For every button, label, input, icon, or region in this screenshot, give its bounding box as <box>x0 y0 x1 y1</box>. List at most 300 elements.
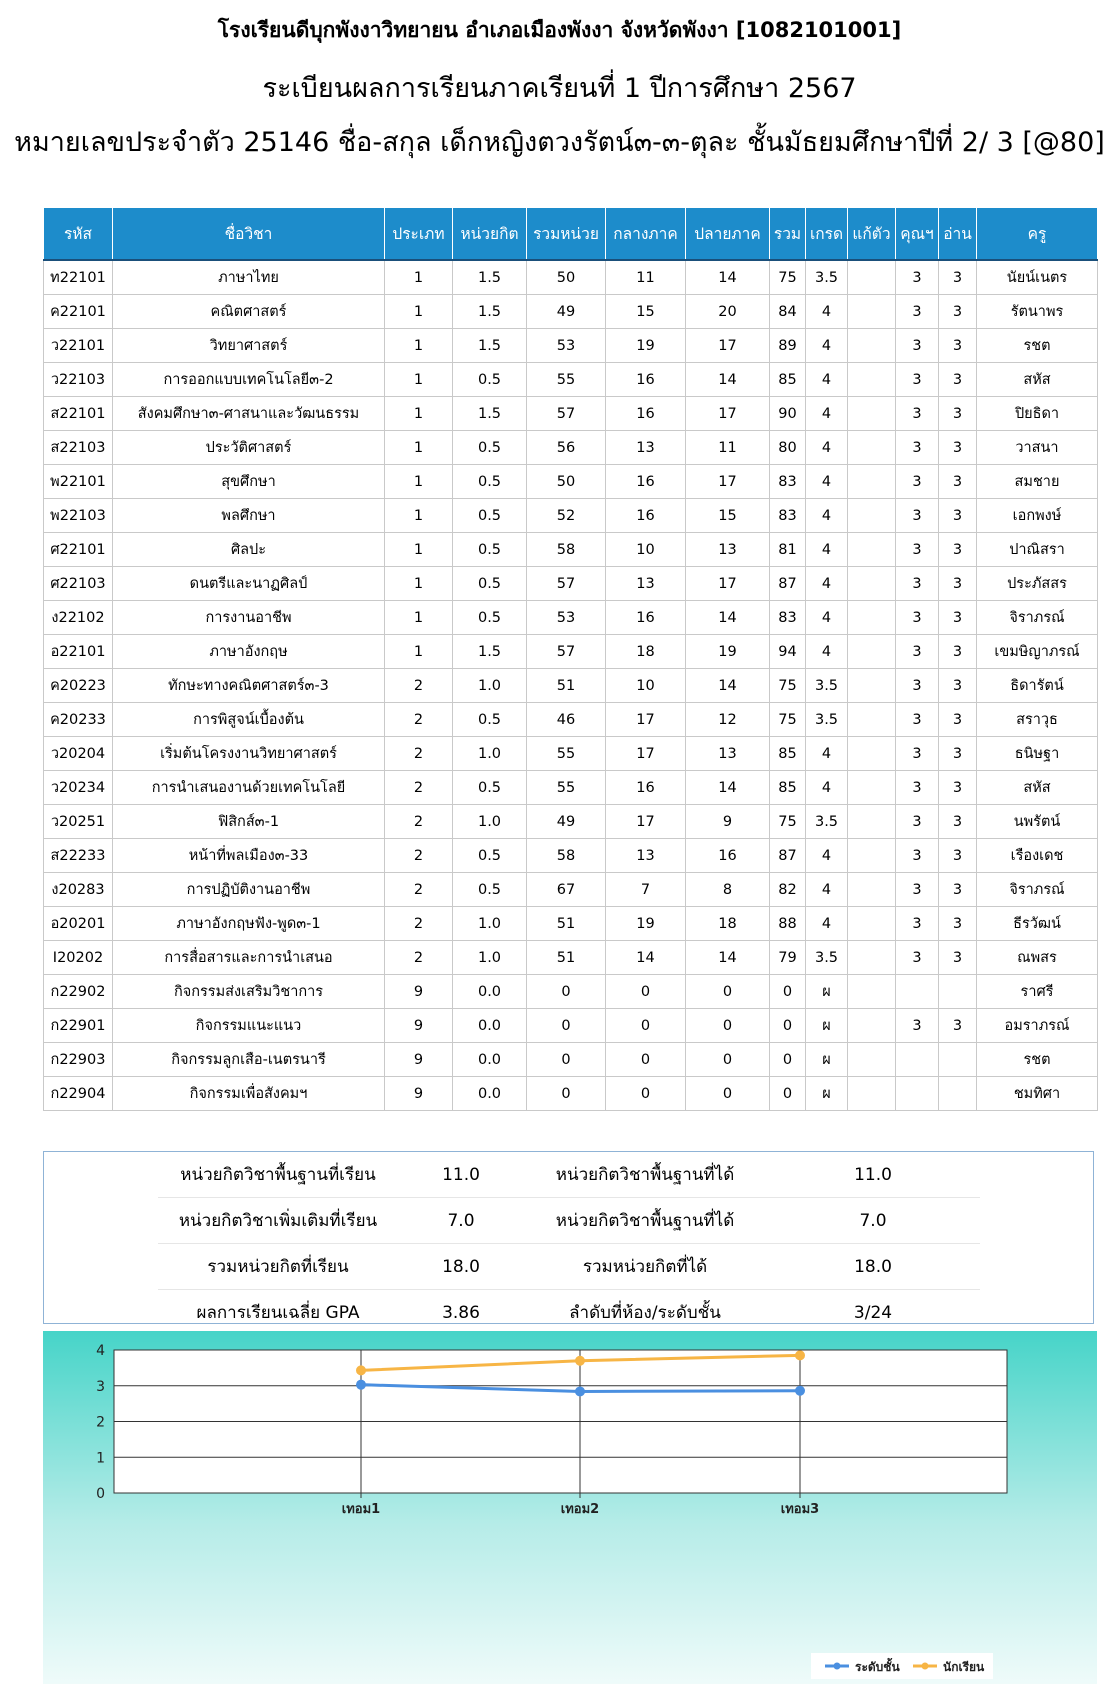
table-row <box>44 260 1098 295</box>
column-header: รวม <box>770 208 806 261</box>
table-cell: 3 <box>896 465 939 499</box>
table-cell: สังคมศึกษา๓-ศาสนาและวัฒนธรรม <box>113 397 385 431</box>
column-header: ปลายภาค <box>686 208 770 261</box>
table-cell: ส22233 <box>44 839 113 873</box>
table-cell: จิราภรณ์ <box>977 873 1098 907</box>
table-cell: 0 <box>527 1043 606 1077</box>
column-header: กลางภาค <box>606 208 686 261</box>
table-cell: 0 <box>770 975 806 1009</box>
table-cell <box>848 805 896 839</box>
table-cell: 0 <box>770 1043 806 1077</box>
table-cell: 16 <box>606 465 686 499</box>
table-cell: ปาณิสรา <box>977 533 1098 567</box>
table-cell: 12 <box>686 703 770 737</box>
table-cell: 10 <box>606 669 686 703</box>
table-cell: 3 <box>896 363 939 397</box>
table-row <box>44 907 1098 941</box>
table-cell: 4 <box>806 567 848 601</box>
table-cell: 89 <box>770 329 806 363</box>
table-cell: ค22101 <box>44 295 113 329</box>
table-cell: 9 <box>686 805 770 839</box>
table-cell: 3 <box>939 601 977 635</box>
table-cell: 0.5 <box>453 533 527 567</box>
table-cell: 87 <box>770 567 806 601</box>
table-cell: 3 <box>896 635 939 669</box>
table-cell <box>848 1009 896 1043</box>
table-cell: 4 <box>806 431 848 465</box>
table-cell <box>848 329 896 363</box>
table-cell: ภาษาอังกฤษฟัง-พูด๓-1 <box>113 907 385 941</box>
table-cell: 3 <box>939 907 977 941</box>
table-cell: 75 <box>770 805 806 839</box>
table-cell: 10 <box>606 533 686 567</box>
table-cell: อ20201 <box>44 907 113 941</box>
table-cell: 0.5 <box>453 703 527 737</box>
table-cell: 79 <box>770 941 806 975</box>
table-cell: ธิดารัตน์ <box>977 669 1098 703</box>
table-cell: 2 <box>385 873 453 907</box>
table-cell: 3.5 <box>806 260 848 295</box>
column-header: เกรด <box>806 208 848 261</box>
table-cell: 3 <box>896 771 939 805</box>
table-row <box>44 465 1098 499</box>
table-cell: 4 <box>806 533 848 567</box>
table-cell: 4 <box>806 771 848 805</box>
data-point <box>575 1356 585 1366</box>
data-point <box>356 1365 366 1375</box>
table-cell: 9 <box>385 1077 453 1111</box>
table-cell <box>939 975 977 1009</box>
table-cell: 13 <box>606 431 686 465</box>
table-cell: ง20283 <box>44 873 113 907</box>
table-cell: ประวัติศาสตร์ <box>113 431 385 465</box>
table-cell <box>848 873 896 907</box>
table-cell: 3 <box>939 260 977 295</box>
table-cell <box>848 669 896 703</box>
column-header: รวมหน่วย <box>527 208 606 261</box>
table-row <box>44 737 1098 771</box>
summary-label: หน่วยกิตวิชาพื้นฐานที่ได้ <box>524 1152 766 1198</box>
table-cell: 0 <box>686 1043 770 1077</box>
table-cell: 4 <box>806 363 848 397</box>
table-cell: 3 <box>896 397 939 431</box>
table-cell: รชต <box>977 329 1098 363</box>
table-cell: 1 <box>385 533 453 567</box>
table-cell: 82 <box>770 873 806 907</box>
table-cell: 94 <box>770 635 806 669</box>
table-cell: 53 <box>527 329 606 363</box>
table-cell: 4 <box>806 737 848 771</box>
table-cell: 0.5 <box>453 465 527 499</box>
table-cell: 3 <box>939 431 977 465</box>
table-cell <box>848 703 896 737</box>
table-cell: 3 <box>939 805 977 839</box>
summary-value: 11.0 <box>766 1152 980 1198</box>
table-cell: พ22103 <box>44 499 113 533</box>
table-cell: ชมทิศา <box>977 1077 1098 1111</box>
table-cell: 4 <box>806 397 848 431</box>
table-cell: 3 <box>896 907 939 941</box>
school-name: โรงเรียนดีบุกพังงาวิทยายน อำเภอเมืองพังงา จังหวัดพังงา [1082101001] <box>217 18 902 42</box>
table-cell: ณพสร <box>977 941 1098 975</box>
table-cell: 3 <box>939 499 977 533</box>
table-cell: 55 <box>527 737 606 771</box>
table-cell: 0.5 <box>453 431 527 465</box>
table-cell: นัยน์เนตร <box>977 260 1098 295</box>
table-cell: 1.5 <box>453 260 527 295</box>
column-header: ชื่อวิชา <box>113 208 385 261</box>
table-cell: 3 <box>939 533 977 567</box>
data-point <box>356 1380 366 1390</box>
table-cell: 19 <box>606 329 686 363</box>
table-cell: เอกพงษ์ <box>977 499 1098 533</box>
table-cell: 3 <box>896 533 939 567</box>
table-cell: ประภัสสร <box>977 567 1098 601</box>
table-row <box>44 805 1098 839</box>
table-cell: 57 <box>527 635 606 669</box>
summary-label: หน่วยกิตวิชาพื้นฐานที่ได้ <box>524 1198 766 1244</box>
summary-label: รวมหน่วยกิตที่ได้ <box>524 1244 766 1290</box>
table-cell: 80 <box>770 431 806 465</box>
data-point <box>795 1350 805 1360</box>
table-cell: 1 <box>385 260 453 295</box>
table-cell: ผ <box>806 1009 848 1043</box>
summary-value: 18.0 <box>398 1244 524 1290</box>
table-cell: ท22101 <box>44 260 113 295</box>
table-cell: 17 <box>686 465 770 499</box>
table-cell: 9 <box>385 975 453 1009</box>
x-tick-label: เทอม1 <box>341 1502 381 1517</box>
table-cell: 83 <box>770 601 806 635</box>
table-row <box>44 329 1098 363</box>
table-cell <box>848 499 896 533</box>
gpa-chart <box>43 1331 1097 1684</box>
table-cell: 2 <box>385 839 453 873</box>
table-cell: 51 <box>527 669 606 703</box>
table-row <box>44 975 1098 1009</box>
table-row <box>44 941 1098 975</box>
table-cell: 1 <box>385 465 453 499</box>
summary-label: ลำดับที่ห้อง/ระดับชั้น <box>524 1290 766 1336</box>
table-cell: 52 <box>527 499 606 533</box>
table-cell <box>939 1077 977 1111</box>
y-tick-label: 3 <box>96 1378 105 1395</box>
table-cell: 3 <box>939 703 977 737</box>
table-cell: รัตนาพร <box>977 295 1098 329</box>
table-row <box>44 873 1098 907</box>
summary-value: 18.0 <box>766 1244 980 1290</box>
table-cell: 4 <box>806 839 848 873</box>
table-cell: 3 <box>896 499 939 533</box>
table-row <box>44 295 1098 329</box>
column-header: คุณฯ <box>896 208 939 261</box>
table-cell: 0 <box>606 975 686 1009</box>
table-cell: 7 <box>606 873 686 907</box>
table-cell: ธนิษฐา <box>977 737 1098 771</box>
table-cell: 3 <box>896 601 939 635</box>
legend-label: ระดับชั้น <box>855 1660 900 1674</box>
summary-label: ผลการเรียนเฉลี่ย GPA <box>158 1290 398 1336</box>
table-cell: 14 <box>686 771 770 805</box>
table-row <box>44 431 1098 465</box>
table-cell: จิราภรณ์ <box>977 601 1098 635</box>
table-cell <box>848 635 896 669</box>
table-cell: 4 <box>806 873 848 907</box>
table-cell: 49 <box>527 805 606 839</box>
table-cell: 75 <box>770 703 806 737</box>
table-cell: 14 <box>606 941 686 975</box>
table-cell: 50 <box>527 465 606 499</box>
student-info: หมายเลขประจำตัว 25146 ชื่อ-สกุล เด็กหญิงตวงรัตน์๓-๓-ตุละ ชั้นมัธยมศึกษาปีที่ 2/ 3 [@80] <box>14 127 1105 158</box>
table-cell: 3 <box>939 1009 977 1043</box>
table-cell: 9 <box>385 1009 453 1043</box>
table-cell <box>896 975 939 1009</box>
table-cell: 55 <box>527 363 606 397</box>
table-cell: 2 <box>385 771 453 805</box>
table-cell: 85 <box>770 737 806 771</box>
table-cell: 0.5 <box>453 363 527 397</box>
table-cell: 8 <box>686 873 770 907</box>
table-cell: 0.5 <box>453 601 527 635</box>
table-cell: ธีรวัฒน์ <box>977 907 1098 941</box>
y-tick-label: 4 <box>96 1343 105 1359</box>
column-header: ครู <box>977 208 1098 261</box>
table-cell: 3.5 <box>806 805 848 839</box>
table-cell: 1.0 <box>453 907 527 941</box>
table-cell: 1.5 <box>453 295 527 329</box>
table-cell: 3 <box>896 1009 939 1043</box>
table-cell: 4 <box>806 601 848 635</box>
table-cell: 56 <box>527 431 606 465</box>
table-cell: 3 <box>939 737 977 771</box>
data-point <box>795 1386 805 1396</box>
table-cell: 1 <box>385 499 453 533</box>
table-cell: อ22101 <box>44 635 113 669</box>
table-cell: 17 <box>686 397 770 431</box>
table-cell: 13 <box>606 839 686 873</box>
table-cell: 3 <box>939 839 977 873</box>
table-row <box>44 635 1098 669</box>
summary-value: 3.86 <box>398 1290 524 1336</box>
table-cell: 13 <box>606 567 686 601</box>
table-row <box>44 839 1098 873</box>
table-cell: 3 <box>896 295 939 329</box>
summary-row <box>158 1152 980 1198</box>
table-row <box>44 703 1098 737</box>
table-cell: การปฏิบัติงานอาชีพ <box>113 873 385 907</box>
table-cell <box>848 567 896 601</box>
table-cell: 2 <box>385 737 453 771</box>
table-cell: 55 <box>527 771 606 805</box>
legend-marker <box>922 1663 929 1670</box>
table-cell: ผ <box>806 975 848 1009</box>
table-row <box>44 1009 1098 1043</box>
table-cell: 0 <box>770 1009 806 1043</box>
table-cell: สราวุธ <box>977 703 1098 737</box>
summary-value: 7.0 <box>398 1198 524 1244</box>
table-cell: ว20251 <box>44 805 113 839</box>
table-cell: I20202 <box>44 941 113 975</box>
table-cell: ว20204 <box>44 737 113 771</box>
table-cell: ศ22101 <box>44 533 113 567</box>
table-cell <box>848 601 896 635</box>
y-tick-label: 2 <box>96 1414 105 1431</box>
table-cell: 0.5 <box>453 839 527 873</box>
summary-label: หน่วยกิตวิชาพื้นฐานที่เรียน <box>158 1152 398 1198</box>
y-tick-label: 0 <box>96 1486 105 1502</box>
table-cell: 15 <box>686 499 770 533</box>
report-title: ระเบียนผลการเรียนภาคเรียนที่ 1 ปีการศึกษา 2567 <box>262 73 857 104</box>
table-cell: ส22101 <box>44 397 113 431</box>
table-cell: 1 <box>385 363 453 397</box>
table-cell: ก22904 <box>44 1077 113 1111</box>
summary-value: 7.0 <box>766 1198 980 1244</box>
table-cell: 1 <box>385 567 453 601</box>
table-cell <box>848 1077 896 1111</box>
table-cell <box>896 1077 939 1111</box>
table-cell: คณิตศาสตร์ <box>113 295 385 329</box>
data-point <box>575 1386 585 1396</box>
grades-table <box>43 207 1098 1111</box>
table-cell: กิจกรรมลูกเสือ-เนตรนารี <box>113 1043 385 1077</box>
table-cell: 14 <box>686 669 770 703</box>
table-cell: 58 <box>527 839 606 873</box>
table-cell: 46 <box>527 703 606 737</box>
table-cell: ง22102 <box>44 601 113 635</box>
table-cell <box>896 1043 939 1077</box>
table-cell <box>848 771 896 805</box>
table-cell: การนำเสนองานด้วยเทคโนโลยี <box>113 771 385 805</box>
table-cell: ส22103 <box>44 431 113 465</box>
table-cell: 0 <box>527 1077 606 1111</box>
table-cell: 1 <box>385 601 453 635</box>
table-cell: ฟิสิกส์๓-1 <box>113 805 385 839</box>
table-cell: 3 <box>896 941 939 975</box>
table-cell: 3 <box>939 771 977 805</box>
credit-summary <box>43 1151 1094 1324</box>
table-cell: 3 <box>939 669 977 703</box>
table-cell: 3 <box>939 941 977 975</box>
summary-value: 11.0 <box>398 1152 524 1198</box>
table-row <box>44 1077 1098 1111</box>
gpa-line-chart <box>43 1331 1097 1684</box>
summary-label: หน่วยกิตวิชาเพิ่มเติมที่เรียน <box>158 1198 398 1244</box>
table-cell: 4 <box>806 465 848 499</box>
table-cell <box>848 260 896 295</box>
table-cell: วิทยาศาสตร์ <box>113 329 385 363</box>
table-cell: 2 <box>385 907 453 941</box>
table-cell: 0 <box>527 975 606 1009</box>
table-cell <box>939 1043 977 1077</box>
summary-table <box>158 1152 980 1336</box>
table-cell: 18 <box>606 635 686 669</box>
table-cell: 16 <box>686 839 770 873</box>
table-cell: 88 <box>770 907 806 941</box>
table-cell: 0.5 <box>453 567 527 601</box>
table-cell: รชต <box>977 1043 1098 1077</box>
table-cell <box>848 1043 896 1077</box>
table-cell <box>848 431 896 465</box>
table-cell: 17 <box>606 805 686 839</box>
table-cell: 0 <box>686 1009 770 1043</box>
table-cell: ก22903 <box>44 1043 113 1077</box>
table-cell: 53 <box>527 601 606 635</box>
table-cell: 0 <box>686 975 770 1009</box>
table-cell: กิจกรรมแนะแนว <box>113 1009 385 1043</box>
table-cell: 1 <box>385 431 453 465</box>
table-cell: 0.0 <box>453 1009 527 1043</box>
table-row <box>44 1043 1098 1077</box>
table-cell <box>848 975 896 1009</box>
table-cell: เริ่มต้นโครงงานวิทยาศาสตร์ <box>113 737 385 771</box>
legend-marker <box>834 1663 841 1670</box>
table-body <box>44 260 1098 1111</box>
table-cell: 11 <box>606 260 686 295</box>
table-cell: 83 <box>770 499 806 533</box>
table-cell: ว22101 <box>44 329 113 363</box>
table-cell: 75 <box>770 260 806 295</box>
table-cell: 1 <box>385 295 453 329</box>
table-cell: 4 <box>806 499 848 533</box>
table-cell <box>848 737 896 771</box>
table-cell: 19 <box>686 635 770 669</box>
table-cell: 3 <box>939 465 977 499</box>
column-header: อ่าน <box>939 208 977 261</box>
table-cell: สหัส <box>977 363 1098 397</box>
table-cell: ภาษาอังกฤษ <box>113 635 385 669</box>
summary-row <box>158 1198 980 1244</box>
table-cell: 17 <box>686 329 770 363</box>
column-header: รหัส <box>44 208 113 261</box>
table-cell: 57 <box>527 567 606 601</box>
table-cell: 1.0 <box>453 805 527 839</box>
x-tick-label: เทอม3 <box>780 1502 820 1517</box>
table-cell: 1.0 <box>453 669 527 703</box>
table-cell: ว20234 <box>44 771 113 805</box>
column-header: หน่วยกิต <box>453 208 527 261</box>
table-cell: การออกแบบเทคโนโลยี๓-2 <box>113 363 385 397</box>
table-cell: 1 <box>385 397 453 431</box>
table-cell: 14 <box>686 601 770 635</box>
table-cell: อมราภรณ์ <box>977 1009 1098 1043</box>
table-cell: ปิยธิดา <box>977 397 1098 431</box>
table-cell: 2 <box>385 703 453 737</box>
table-cell: 3 <box>896 703 939 737</box>
table-cell: 3 <box>939 567 977 601</box>
column-header: แก้ตัว <box>848 208 896 261</box>
table-cell: 4 <box>806 907 848 941</box>
table-cell: ศ22103 <box>44 567 113 601</box>
table-cell: สุขศึกษา <box>113 465 385 499</box>
table-cell: 2 <box>385 941 453 975</box>
table-cell: ผ <box>806 1043 848 1077</box>
table-cell: 3 <box>896 669 939 703</box>
table-cell: 85 <box>770 771 806 805</box>
table-cell: กิจกรรมส่งเสริมวิชาการ <box>113 975 385 1009</box>
table-cell: 3 <box>939 397 977 431</box>
table-cell: ภาษาไทย <box>113 260 385 295</box>
table-header-row <box>44 208 1098 261</box>
table-cell: ราศรี <box>977 975 1098 1009</box>
table-cell: 0.5 <box>453 771 527 805</box>
table-cell: 4 <box>806 635 848 669</box>
table-cell: 0 <box>527 1009 606 1043</box>
table-cell: 16 <box>606 771 686 805</box>
table-cell: 0 <box>770 1077 806 1111</box>
table-cell <box>848 465 896 499</box>
table-cell: 3 <box>896 431 939 465</box>
table-row <box>44 499 1098 533</box>
